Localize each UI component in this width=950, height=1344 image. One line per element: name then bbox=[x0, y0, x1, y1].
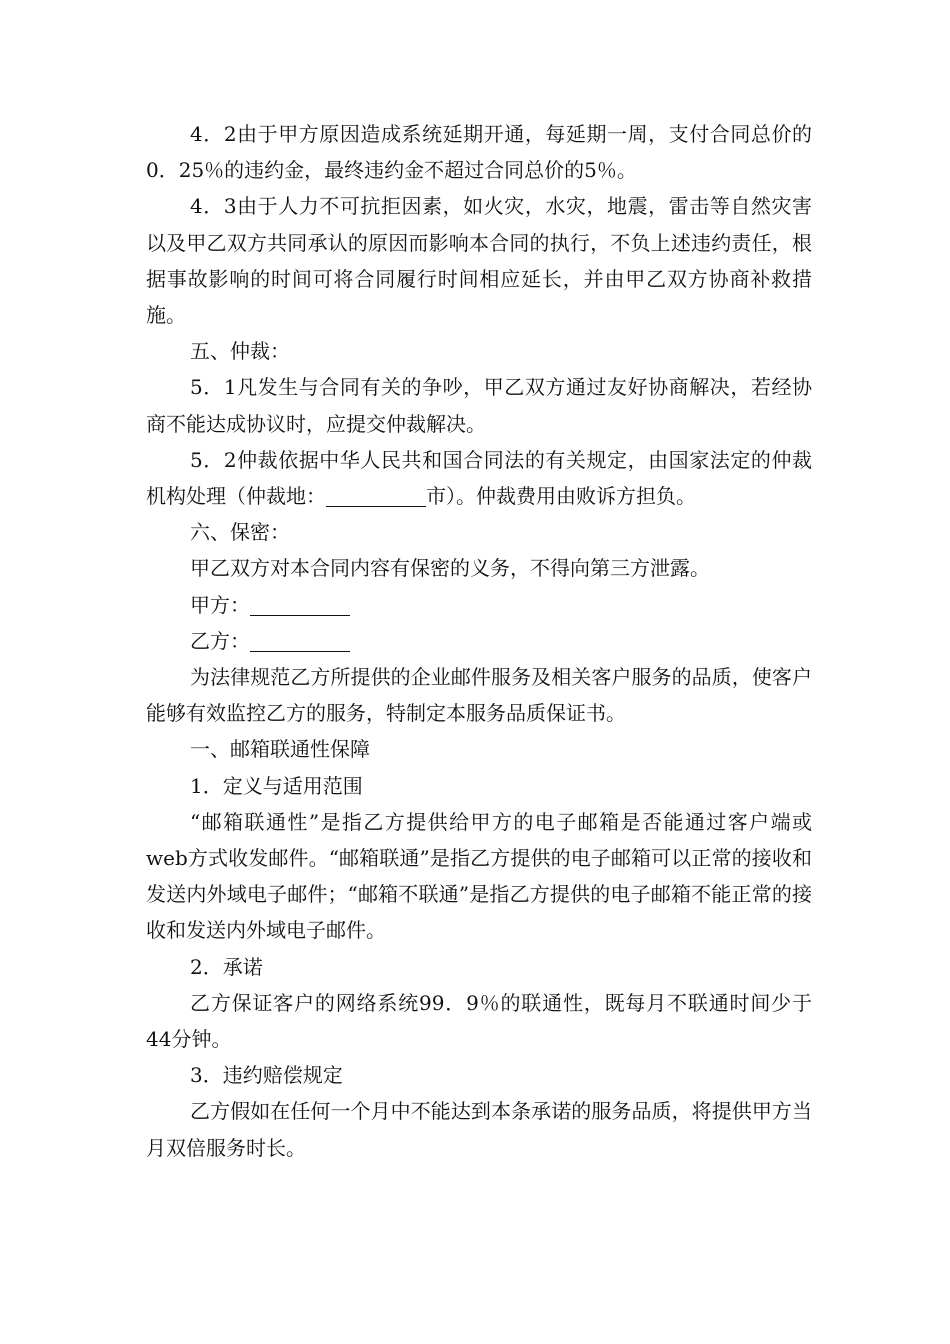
definition-title: 1．定义与适用范围 bbox=[190, 773, 363, 798]
section-6-text: 甲乙双方对本合同内容有保密的义务，不得向第三方泄露。 bbox=[190, 556, 710, 581]
paragraph-4-2: 4．2由于甲方原因造成系统延期开通，每延期一周，支付合同总价的0．25％的违约金，最终违约金不超过合同总价的5％。 bbox=[146, 122, 812, 183]
section-6-title: 六、保密： bbox=[190, 520, 290, 545]
document-body bbox=[146, 116, 812, 1166]
compensation-text: 乙方假如在任何一个月中不能达到本条承诺的服务品质，将提供甲方当月双倍服务时长。 bbox=[146, 1099, 812, 1160]
party-b-blank[interactable] bbox=[250, 627, 350, 652]
arbitration-suffix: 市）。仲裁费用由败诉方担负。 bbox=[426, 484, 696, 509]
service-intro: 为法律规范乙方所提供的企业邮件服务及相关客户服务的品质，使客户能够有效监控乙方的服务，特制定本服务品质保证书。 bbox=[146, 665, 812, 726]
party-a-blank[interactable] bbox=[250, 591, 350, 616]
commitment-title: 2．承诺 bbox=[190, 954, 263, 979]
commitment-text: 乙方保证客户的网络系统99．9％的联通性，既每月不联通时间少于44分钟。 bbox=[146, 990, 812, 1052]
arbitration-prefix: 5．2仲裁依据中华人民共和国合同法的有关规定，由国家法定的仲裁机构处理（仲裁地： bbox=[146, 447, 812, 509]
paragraph-5-2 bbox=[146, 442, 812, 514]
party-b-line bbox=[146, 623, 812, 659]
paragraph-4-3: 4．3由于人力不可抗拒因素，如火灾，水灾，地震，雷击等自然灾害以及甲乙双方共同承认的原因而影响本合同的执行，不负上述违约责任，根据事故影响的时间可将合同履行时间相应延长，并由甲乙双方协商补救措施。 bbox=[146, 194, 812, 328]
section-1-title: 一、邮箱联通性保障 bbox=[190, 737, 370, 762]
section-5-title: 五、仲裁： bbox=[190, 339, 290, 364]
definition-text: “邮箱联通性”是指乙方提供给甲方的电子邮箱是否能通过客户端或web方式收发邮件。“邮箱联通”是指乙方提供的电子邮箱可以正常的接收和发送内外域电子邮件；“邮箱不联通”是指乙方提供的电子邮箱不能正常的接收和发送内外域电子邮件。 bbox=[146, 809, 812, 943]
party-a-label: 甲方： bbox=[190, 592, 250, 617]
paragraph-5-1: 5．1凡发生与合同有关的争吵，甲乙双方通过友好协商解决，若经协商不能达成协议时，应提交仲裁解决。 bbox=[146, 375, 812, 436]
party-a-line bbox=[146, 587, 812, 623]
arbitration-place-blank[interactable] bbox=[326, 482, 426, 507]
compensation-title: 3．违约赔偿规定 bbox=[190, 1063, 343, 1088]
party-b-label: 乙方： bbox=[190, 628, 250, 653]
